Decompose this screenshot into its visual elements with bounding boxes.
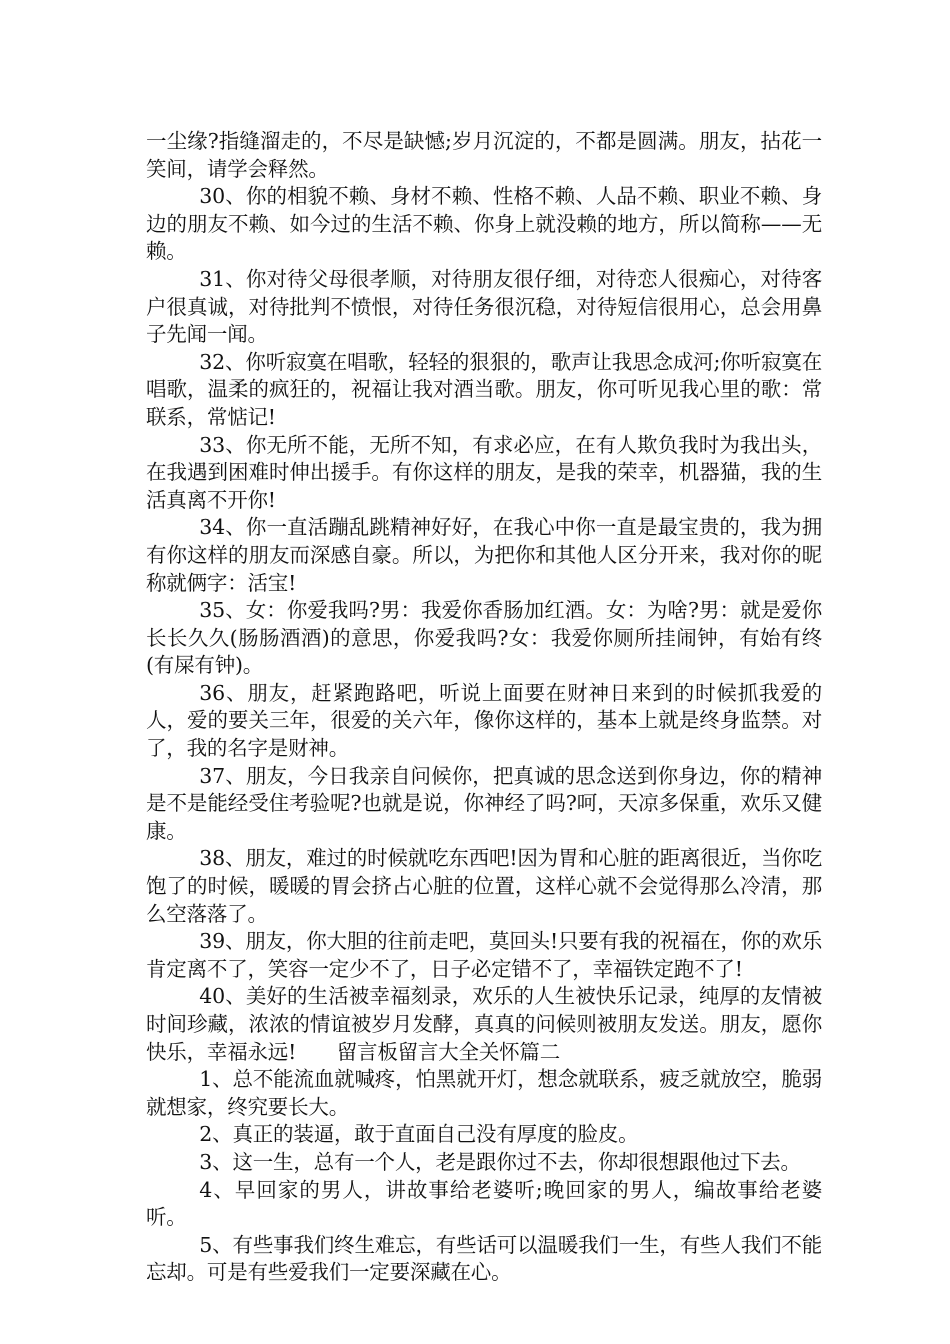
paragraph-35: 35、女：你爱我吗?男：我爱你香肠加红酒。女：为啥?男：就是爱你长长久久(肠肠酒酒)的意思，你爱我吗?女：我爱你厕所挂闹钟，有始有终(有屎有钟)。 <box>146 598 822 678</box>
paragraph-37: 37、朋友，今日我亲自问候你，把真诚的思念送到你身边，你的精神是不是能经受住考验呢?也就是说，你神经了吗?呵，天凉多保重，欢乐又健康。 <box>146 763 822 843</box>
paragraph-section2-3: 3、这一生，总有一个人，老是跟你过不去，你却很想跟他过下去。 <box>199 1149 801 1174</box>
paragraph-38: 38、朋友，难过的时候就吃东西吧!因为胃和心脏的距离很近，当你吃饱了的时候，暖暖的胃会挤占心脏的位置，这样心就不会觉得那么冷清，那么空落落了。 <box>146 846 822 926</box>
paragraph-30: 30、你的相貌不赖、身材不赖、性格不赖、人品不赖、职业不赖、身边的朋友不赖、如今过的生活不赖、你身上就没赖的地方，所以简称——无赖。 <box>146 184 822 264</box>
paragraph-section2-5: 5、有些事我们终生难忘，有些话可以温暖我们一生，有些人我们不能忘却。可是有些爱我们一定要深藏在心。 <box>146 1232 822 1285</box>
document-body <box>146 128 822 1287</box>
paragraph-section2-2: 2、真正的装逼，敢于直面自己没有厚度的脸皮。 <box>199 1122 639 1147</box>
paragraph-31: 31、你对待父母很孝顺，对待朋友很仔细，对待恋人很痴心，对待客户很真诚，对待批判不愤恨，对待任务很沉稳，对待短信很用心，总会用鼻子先闻一闻。 <box>146 266 822 347</box>
paragraph-34: 34、你一直活蹦乱跳精神好好，在我心中你一直是最宝贵的，我为拥有你这样的朋友而深感自豪。所以，为把你和其他人区分开来，我对你的昵称就俩字：活宝! <box>146 515 822 595</box>
paragraph-40: 40、美好的生活被幸福刻录，欢乐的人生被快乐记录，纯厚的友情被时间珍藏，浓浓的情谊被岁月发酵，真真的问候则被朋友发送。朋友，愿你快乐，幸福永远! 留言板留言大全关怀篇二 <box>146 984 822 1064</box>
paragraph-section2-1: 1、总不能流血就喊疼，怕黑就开灯，想念就联系，疲乏就放空，脆弱就想家，终究要长大。 <box>146 1067 822 1119</box>
paragraph-32: 32、你听寂寞在唱歌，轻轻的狠狠的，歌声让我思念成河;你听寂寞在唱歌，温柔的疯狂的，祝福让我对酒当歌。朋友，你可听见我心里的歌：常联系，常惦记! <box>146 349 822 429</box>
paragraph-36: 36、朋友，赶紧跑路吧，听说上面要在财神日来到的时候抓我爱的人，爱的要关三年，很爱的关六年，像你这样的，基本上就是终身监禁。对了，我的名字是财神。 <box>146 680 822 761</box>
paragraph-intro-continuation: 一尘缘?指缝溜走的，不尽是缺憾;岁月沉淀的，不都是圆满。朋友，拈花一笑间，请学会释然。 <box>146 129 822 181</box>
paragraph-33: 33、你无所不能，无所不知，有求必应，在有人欺负我时为我出头，在我遇到困难时伸出援手。有你这样的朋友，是我的荣幸，机器猫，我的生活真离不开你! <box>146 432 822 512</box>
paragraph-39: 39、朋友，你大胆的往前走吧，莫回头!只要有我的祝福在，你的欢乐肯定离不了，笑容一定少不了，日子必定错不了，幸福铁定跑不了! <box>146 929 822 981</box>
paragraph-section2-4: 4、早回家的男人，讲故事给老婆听;晚回家的男人，编故事给老婆听。 <box>146 1177 822 1230</box>
